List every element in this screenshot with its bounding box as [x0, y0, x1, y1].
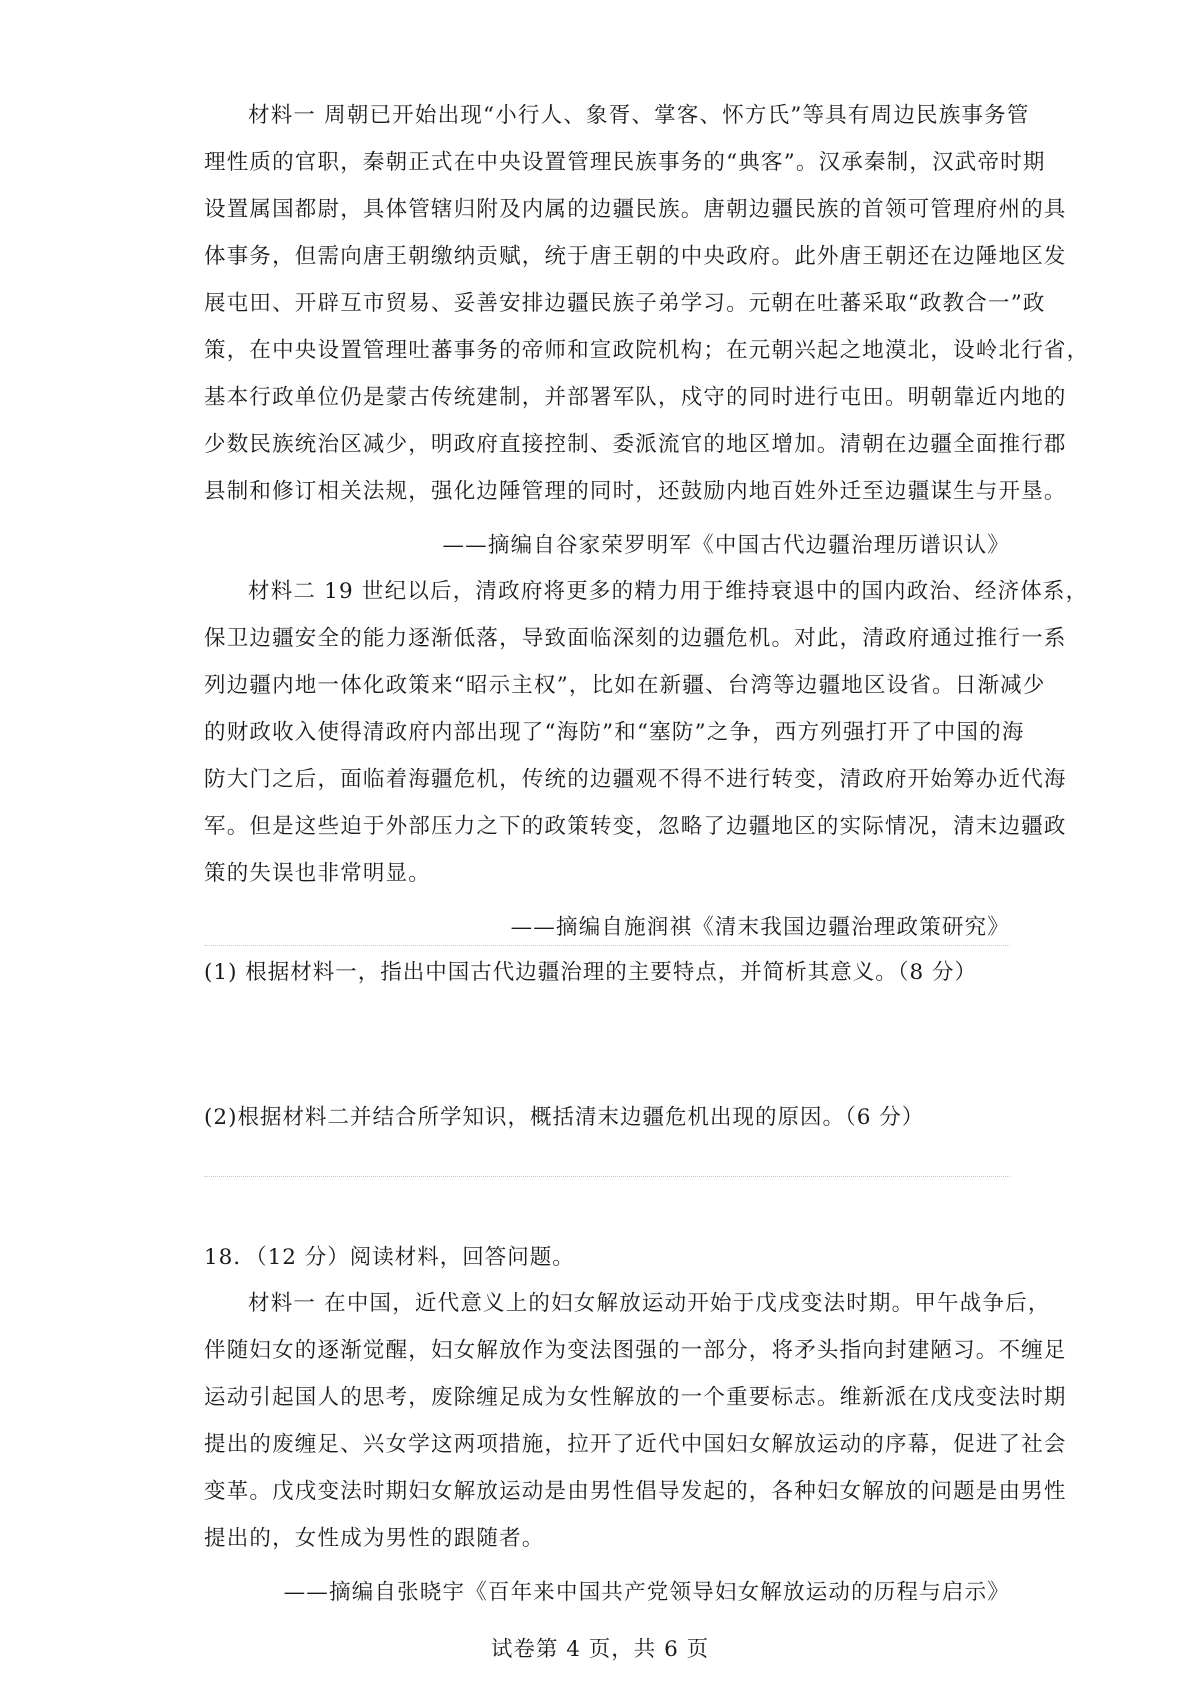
material-one-paragraph — [204, 92, 1090, 515]
text-line: 保卫边疆安全的能力逐渐低落，导致面临深刻的边疆危机。对此，清政府通过推行一系 — [204, 626, 1067, 651]
text-line: 策的失误也非常明显。 — [204, 861, 432, 886]
divider — [204, 945, 1010, 946]
text-line: 运动引起国人的思考，废除缠足成为女性解放的一个重要标志。维新派在戊戌变法时期 — [204, 1385, 1067, 1410]
material-one-source: ——摘编自谷家荣罗明军《中国古代边疆治理历谱识认》 — [442, 533, 1010, 558]
text-line: 展屯田、开辟互市贸易、妥善安排边疆民族子弟学习。元朝在吐蕃采取“政教合一”政 — [204, 291, 1046, 316]
answer-area-divider — [204, 1176, 1010, 1177]
text-line: 基本行政单位仍是蒙古传统建制，并部署军队，戍守的同时进行屯田。明朝靠近内地的 — [204, 385, 1067, 410]
question-18-material-one — [204, 1280, 1067, 1562]
material-two-source: ——摘编自施润祺《清末我国边疆治理政策研究》 — [510, 915, 1010, 940]
text-line: 材料一 周朝已开始出现“小行人、象胥、掌客、怀方氏”等具有周边民族事务管 — [248, 103, 1030, 128]
text-line: 材料二 19 世纪以后，清政府将更多的精力用于维持衰退中的国内政治、经济体系， — [248, 579, 1089, 604]
text-line: 策，在中央设置管理吐蕃事务的帝师和宣政院机构；在元朝兴起之地漠北，设岭北行省， — [204, 338, 1090, 363]
text-line: 理性质的官职，秦朝正式在中央设置管理民族事务的“典客”。汉承秦制，汉武帝时期 — [204, 150, 1046, 175]
text-line: 提出的废缠足、兴女学这两项措施，拉开了近代中国妇女解放运动的序幕，促进了社会 — [204, 1432, 1067, 1457]
text-line: 体事务，但需向唐王朝缴纳贡赋，统于唐王朝的中央政府。此外唐王朝还在边陲地区发 — [204, 244, 1067, 269]
text-line: 防大门之后，面临着海疆危机，传统的边疆观不得不进行转变，清政府开始筹办近代海 — [204, 767, 1067, 792]
text-line: 设置属国都尉，具体管辖归附及内属的边疆民族。唐朝边疆民族的首领可管理府州的具 — [204, 197, 1067, 222]
text-line: 的财政收入使得清政府内部出现了“海防”和“塞防”之争，西方列强打开了中国的海 — [204, 720, 1025, 745]
text-line: 列边疆内地一体化政策来“昭示主权”，比如在新疆、台湾等边疆地区设省。日渐减少 — [204, 673, 1046, 698]
text-line: 伴随妇女的逐渐觉醒，妇女解放作为变法图强的一部分，将矛头指向封建陋习。不缠足 — [204, 1338, 1067, 1363]
text-line: 少数民族统治区减少，明政府直接控制、委派流官的地区增加。清朝在边疆全面推行郡 — [204, 432, 1067, 457]
question-1: (1) 根据材料一，指出中国古代边疆治理的主要特点，并简析其意义。（8 分） — [204, 960, 978, 985]
question-2: (2)根据材料二并结合所学知识，概括清末边疆危机出现的原因。（6 分） — [204, 1105, 925, 1130]
material-two-paragraph — [204, 568, 1089, 897]
text-line: 军。但是这些迫于外部压力之下的政策转变，忽略了边疆地区的实际情况，清末边疆政 — [204, 814, 1067, 839]
text-line: 变革。戊戌变法时期妇女解放运动是由男性倡导发起的，各种妇女解放的问题是由男性 — [204, 1479, 1067, 1504]
question-18-heading: 18．（12 分）阅读材料，回答问题。 — [204, 1245, 575, 1270]
text-line: 提出的，女性成为男性的跟随者。 — [204, 1526, 545, 1551]
page-footer: 试卷第 4 页，共 6 页 — [490, 1637, 710, 1662]
text-line: 县制和修订相关法规，强化边陲管理的同时，还鼓励内地百姓外迁至边疆谋生与开垦。 — [204, 479, 1067, 504]
text-line: 材料一 在中国，近代意义上的妇女解放运动开始于戊戌变法时期。甲午战争后， — [248, 1291, 1051, 1316]
question-18-source: ——摘编自张晓宇《百年来中国共产党领导妇女解放运动的历程与启示》 — [283, 1580, 1010, 1605]
